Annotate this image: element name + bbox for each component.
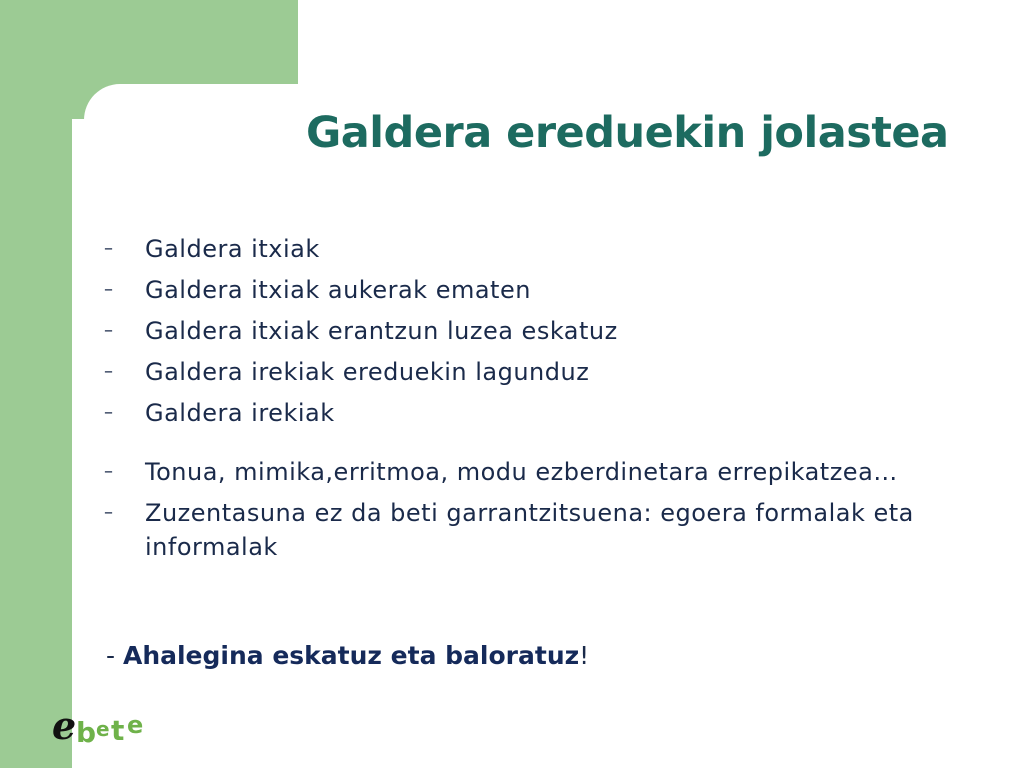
dash-bullet: – [104,402,114,423]
bullet-text: Tonua, mimika,erritmoa, modu ezberdinetara errepikatzea… [145,458,898,486]
bullet-item [104,355,1004,389]
bullet-text: Galdera itxiak [145,235,320,263]
closing-emphasis: Ahalegina eskatuz eta baloratuz [122,641,580,670]
logo-letter-e2: e [96,717,110,741]
bullet-text: Zuzentasuna ez da beti garrantzitsuena: egoera formalak eta informalak [145,499,914,561]
bullet-item [104,496,1004,564]
dash-bullet: – [104,238,114,259]
bullet-item [104,396,1004,430]
closing-suffix: ! [579,641,590,670]
dash-bullet: – [104,502,114,523]
bullet-item [104,314,1004,348]
closing-prefix: - [106,641,123,670]
ebete-logo [50,702,160,748]
bullet-text: Galdera irekiak ereduekin lagunduz [145,358,590,386]
dash-bullet: – [104,461,114,482]
dash-bullet: – [104,361,114,382]
logo-letter-e: e [52,703,77,748]
bullet-item [104,232,1004,266]
dash-bullet: – [104,320,114,341]
bullet-list [104,232,1004,571]
bullet-item [104,455,1004,489]
bullet-item [104,273,1004,307]
closing-line [106,641,589,670]
bullet-text: Galdera irekiak [145,399,335,427]
bullet-text: Galdera itxiak aukerak ematen [145,276,531,304]
logo-letter-b: b [76,716,97,748]
logo-letter-t: t [111,714,125,747]
bullet-text: Galdera itxiak erantzun luzea eskatuz [145,317,618,345]
logo-letter-e3: e [127,711,144,739]
slide-title: Galdera ereduekin jolastea [306,108,949,158]
dash-bullet: – [104,279,114,300]
